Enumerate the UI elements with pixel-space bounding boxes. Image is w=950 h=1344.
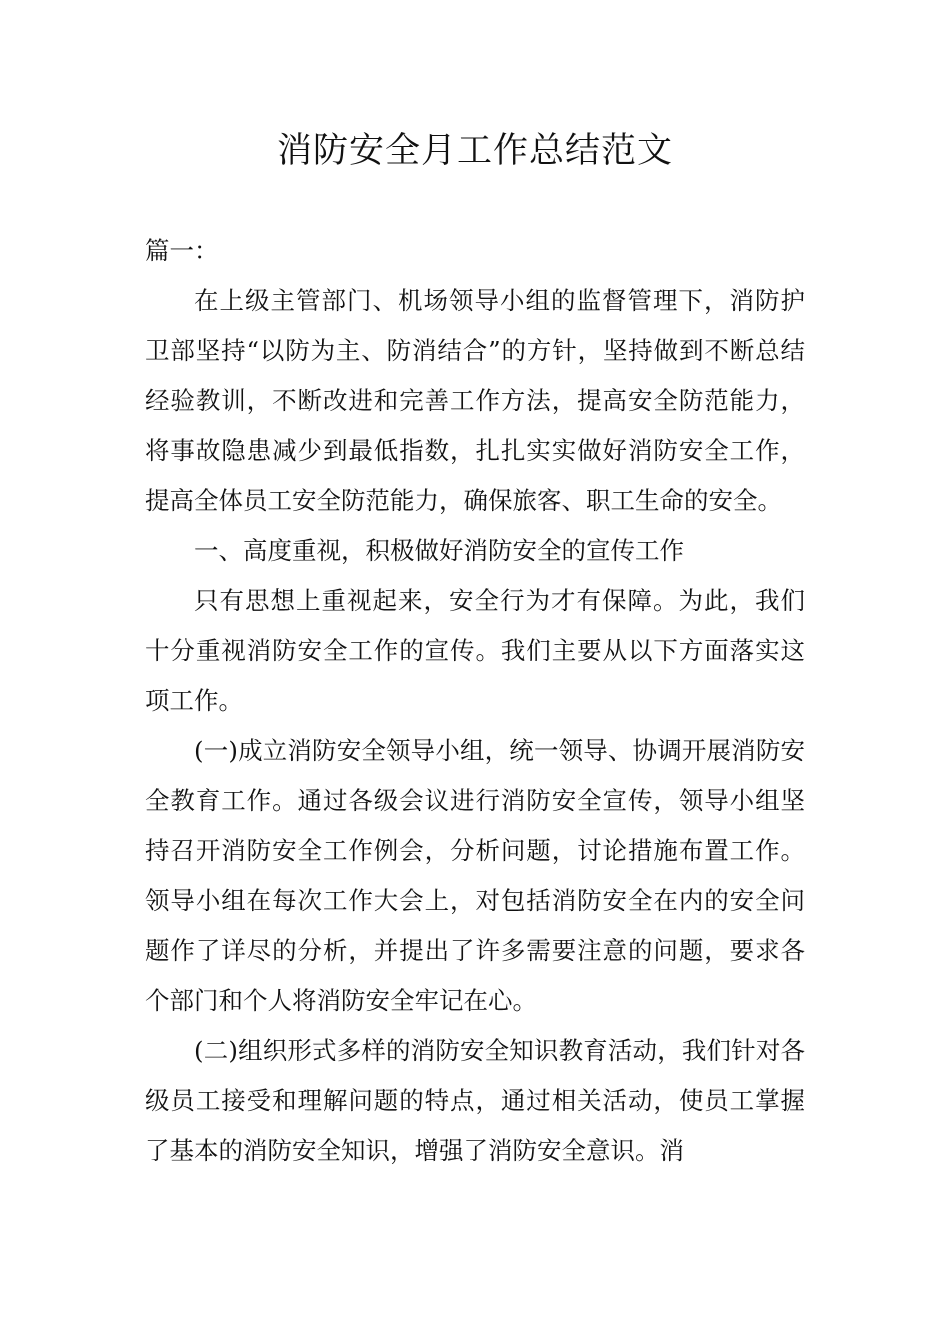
- section-label: 篇一：: [145, 236, 219, 265]
- paragraph-item-2: (二)组织形式多样的消防安全知识教育活动，我们针对各级员工接受和理解问题的特点，通过相关活动，使员工掌握了基本的消防安全知识，增强了消防安全意识。消: [145, 1036, 805, 1165]
- paragraph-publicity: 只有思想上重视起来，安全行为才有保障。为此，我们十分重视消防安全工作的宣传。我们主要从以下方面落实这项工作。: [145, 586, 805, 715]
- paragraph-heading-1: 一、高度重视，积极做好消防安全的宣传工作: [194, 536, 684, 565]
- document-body: [145, 226, 805, 1176]
- paragraph-item-1: (一)成立消防安全领导小组，统一领导、协调开展消防安全教育工作。通过各级会议进行消防安全宣传，领导小组坚持召开消防安全工作例会，分析问题，讨论措施布置工作。领导小组在每次工作大会上，对包括消防安全在内的安全问题作了详尽的分析，并提出了许多需要注意的问题，要求各个部门和个人将消防安全牢记在心。: [145, 736, 805, 1015]
- document-title: 消防安全月工作总结范文: [276, 131, 673, 171]
- paragraph-intro: 在上级主管部门、机场领导小组的监督管理下，消防护卫部坚持“以防为主、防消结合”的方针，坚持做到不断总结经验教训，不断改进和完善工作方法，提高安全防范能力，将事故隐患减少到最低指数，扎扎实实做好消防安全工作，提高全体员工安全防范能力，确保旅客、职工生命的安全。: [145, 286, 805, 515]
